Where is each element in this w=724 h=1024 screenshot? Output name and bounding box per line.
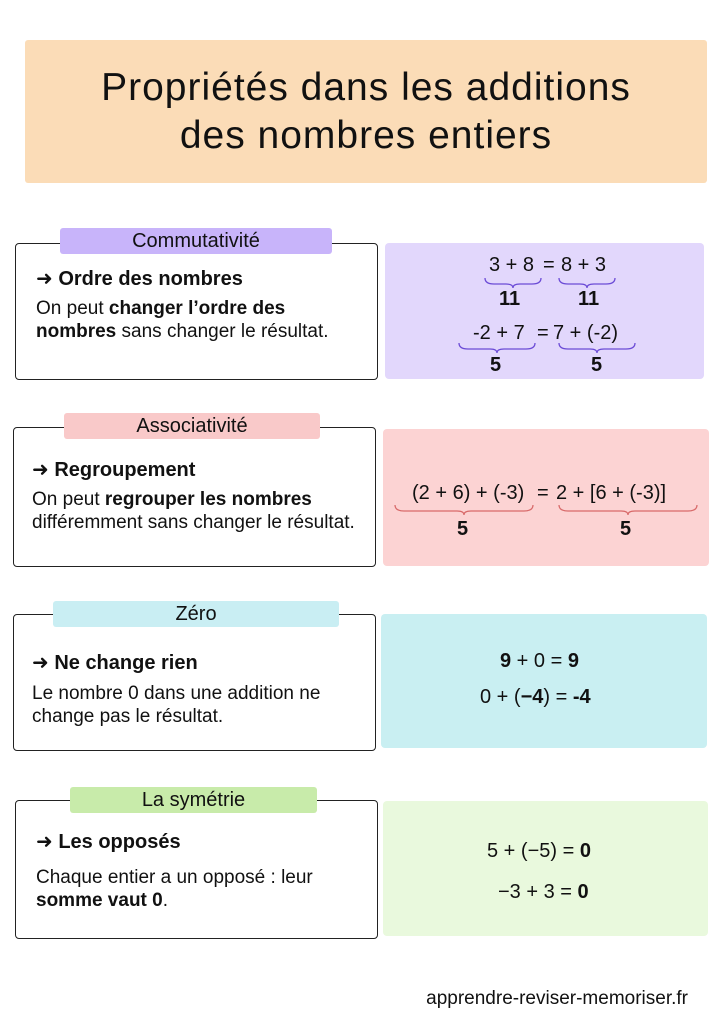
title-banner	[25, 40, 707, 183]
zero-heading: ➜ Ne change rien	[32, 652, 198, 674]
comm-eq2-result-left: 5	[490, 354, 502, 376]
comm-eq1-result-right: 11	[578, 288, 600, 310]
comm-eq1-left: 3 + 8	[489, 254, 535, 276]
title-line-1: Propriétés dans les additions	[101, 65, 631, 109]
comm-eq2-equals: =	[537, 322, 549, 344]
commutativity-tag: Commutativité	[60, 228, 332, 254]
comm-eq2-left: -2 + 7	[473, 322, 525, 344]
assoc-result-right: 5	[620, 518, 632, 540]
title-line-2: des nombres entiers	[179, 113, 553, 157]
commutativity-text: On peut changer l’ordre des nombres sans changer le résultat.	[36, 298, 329, 342]
commutativity-heading: ➜ Ordre des nombres	[36, 268, 243, 290]
zero-tag: Zéro	[53, 601, 339, 627]
comm-eq2-result-right: 5	[591, 354, 603, 376]
assoc-brace-right	[558, 503, 698, 515]
comm-eq1-brace-right	[558, 276, 616, 288]
comm-eq1-equals: =	[543, 254, 555, 276]
assoc-eq-left: (2 + 6) + (-3)	[412, 482, 525, 504]
zero-eq2: 0 + (−4) = -4	[480, 686, 591, 708]
assoc-result-left: 5	[457, 518, 469, 540]
symmetry-eq1: 5 + (−5) = 0	[487, 840, 591, 862]
comm-eq1-result-left: 11	[499, 288, 521, 310]
symmetry-text: Chaque entier a un opposé : leur somme vaut 0.	[36, 867, 313, 911]
comm-eq1-brace-left	[484, 276, 542, 288]
footer-site: apprendre-reviser-memoriser.fr	[426, 988, 688, 1009]
assoc-eq-right: 2 + [6 + (-3)]	[556, 482, 667, 504]
associativity-heading: ➜ Regroupement	[32, 459, 196, 481]
symmetry-heading: ➜ Les opposés	[36, 831, 181, 853]
comm-eq2-right: 7 + (-2)	[553, 322, 619, 344]
symmetry-example-panel	[383, 801, 708, 936]
zero-example-panel	[381, 614, 707, 748]
assoc-brace-left	[394, 503, 534, 515]
comm-eq2-brace-right	[558, 341, 636, 353]
zero-eq1: 9 + 0 = 9	[500, 650, 579, 672]
symmetry-tag: La symétrie	[70, 787, 317, 813]
comm-eq1-right: 8 + 3	[561, 254, 607, 276]
comm-eq2-brace-left	[458, 341, 536, 353]
symmetry-eq2: −3 + 3 = 0	[498, 881, 589, 903]
zero-text: Le nombre 0 dans une addition ne change pas le résultat.	[32, 683, 321, 727]
assoc-eq-equals: =	[537, 482, 549, 504]
associativity-text: On peut regrouper les nombres différemment sans changer le résultat.	[32, 489, 355, 533]
associativity-tag: Associativité	[64, 413, 320, 439]
